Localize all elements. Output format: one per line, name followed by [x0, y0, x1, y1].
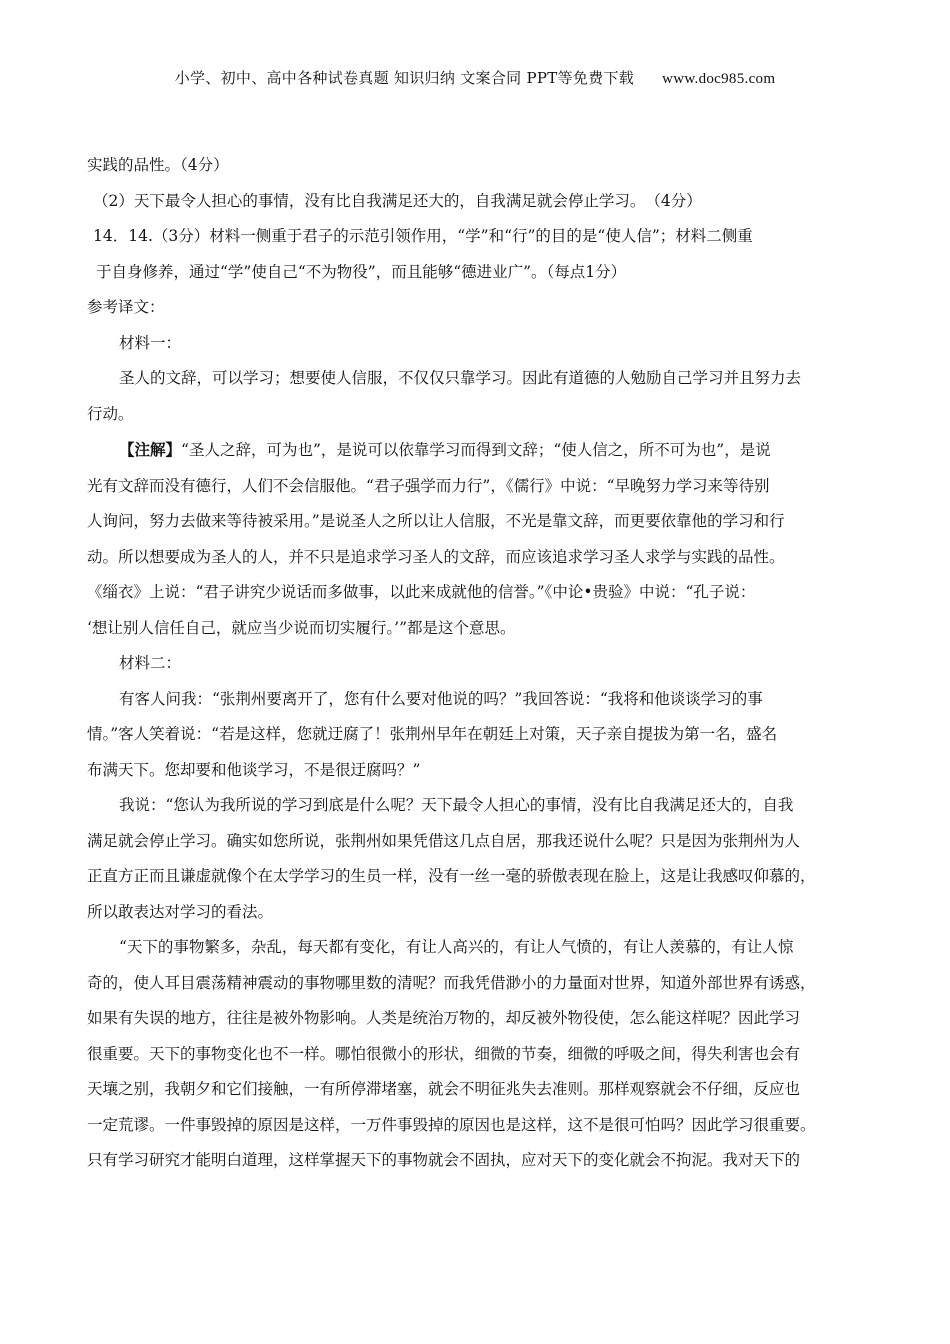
paragraph-line: “天下的事物繁多，杂乱，每天都有变化，有让人高兴的，有让人气愤的，有让人羡慕的，有让人惊 — [119, 938, 794, 956]
answer-line: （2）天下最令人担心的事情，没有比自我满足还大的，自我满足就会停止学习。 （4分） — [93, 191, 702, 210]
note-tag: 【注解】 — [119, 440, 182, 459]
translation-heading: 参考译文： — [87, 298, 165, 316]
paragraph-line: 行动。 — [87, 404, 134, 423]
answer-q14-cont: 于自身修养，通过“学”使自己“不为物役”，而且能够“德进业广”。（每点1分） — [96, 262, 627, 281]
paragraph-line: 我说：“您认为我所说的学习到底是什么呢？天下最令人担心的事情，没有比自我满足还大的，自我 — [119, 796, 794, 814]
paragraph-line: 有客人问我：“张荆州要离开了，您有什么要对他说的吗？”我回答说：“我将和他谈谈学习的事 — [119, 689, 763, 708]
paragraph-line: 圣人的文辞，可以学习；想要使人信服，不仅仅只靠学习。因此有道德的人勉励自己学习并且努力去 — [119, 369, 802, 387]
paragraph-line: 光有文辞而没有德行，人们不会信服他。“君子强学而力行”，《儒行》中说：“早晚努力学习来等待别 — [87, 476, 770, 495]
page-header — [0, 67, 950, 88]
paragraph-line: 奇的，使人耳目震荡精神震动的事物哪里数的清呢？而我凭借渺小的力量面对世界，知道外部世界有诱惑， — [87, 973, 816, 992]
document-body — [87, 148, 865, 1179]
note-line — [87, 432, 865, 469]
note-text: “圣人之辞，可为也”，是说可以依靠学习而得到文辞；“使人信之，所不可为也”，是说 — [181, 441, 771, 459]
paragraph-line: ‘想让别人信任自己，就应当少说而切实履行。’”都是这个意思。 — [87, 618, 516, 637]
paragraph-line: 很重要。天下的事物变化也不一样。哪怕很微小的形状，细微的节奏，细微的呼吸之间，得失利害也会有 — [87, 1044, 801, 1063]
material-2-title: 材料二： — [119, 654, 182, 672]
answer-q14: 14．14.（3分）材料一侧重于君子的示范引领作用，“学”和“行”的目的是“使人信”；材料二侧重 — [93, 227, 753, 245]
paragraph-line: 所以敢表达对学习的看法。 — [87, 902, 274, 921]
answer-line: 实践的品性。（4分） — [87, 156, 229, 174]
paragraph-line: 正直方正而且谦虚就像个在太学学习的生员一样，没有一丝一毫的骄傲表现在脸上，这是让我感叹仰慕的， — [87, 867, 816, 885]
paragraph-line: 满足就会停止学习。确实如您所说，张荆州如果凭借这几点自居，那我还说什么呢？只是因为张荆州为人 — [87, 831, 801, 850]
paragraph-line: 动。所以想要成为圣人的人，并不只是追求学习圣人的文辞，而应该追求学习圣人求学与实践的品性。 — [87, 547, 785, 566]
paragraph-line: 布满天下。您却要和他谈学习，不是很迂腐吗？” — [87, 760, 421, 779]
header-text: 小学、初中、高中各种试卷真题 知识归纳 文案合同 PPT等免费下载 — [174, 69, 635, 87]
material-1-title: 材料一： — [119, 333, 182, 352]
paragraph-line: 如果有失误的地方，往往是被外物影响。人类是统治万物的，却反被外物役使，怎么能这样呢？因此学习 — [87, 1009, 801, 1027]
paragraph-line: 天壤之别，我朝夕和它们接触，一有所停滞堵塞，就会不明征兆失去准则。那样观察就会不仔细，反应也 — [87, 1080, 801, 1098]
paragraph-line: 只有学习研究才能明白道理，这样掌握天下的事物就会不固执，应对天下的变化就会不拘泥。我对天下的 — [87, 1151, 801, 1169]
header-site: www.doc985.com — [662, 71, 776, 87]
paragraph-line: 《缁衣》上说：“君子讲究少说话而多做事，以此来成就他的信誉。”《中论•贵验》中说：“孔子说： — [87, 583, 756, 601]
paragraph-line: 一定荒谬。一件事毁掉的原因是这样，一万件事毁掉的原因也是这样，这不是很可怕吗？因此学习很重要。 — [87, 1115, 816, 1134]
paragraph-line: 人询问，努力去做来等待被采用。”是说圣人之所以让人信服，不光是靠文辞，而更要依靠他的学习和行 — [87, 512, 785, 530]
paragraph-line: 情。”客人笑着说：“若是这样，您就迂腐了！张荆州早年在朝廷上对策，天子亲自提拔为第一名，盛名 — [87, 725, 778, 743]
